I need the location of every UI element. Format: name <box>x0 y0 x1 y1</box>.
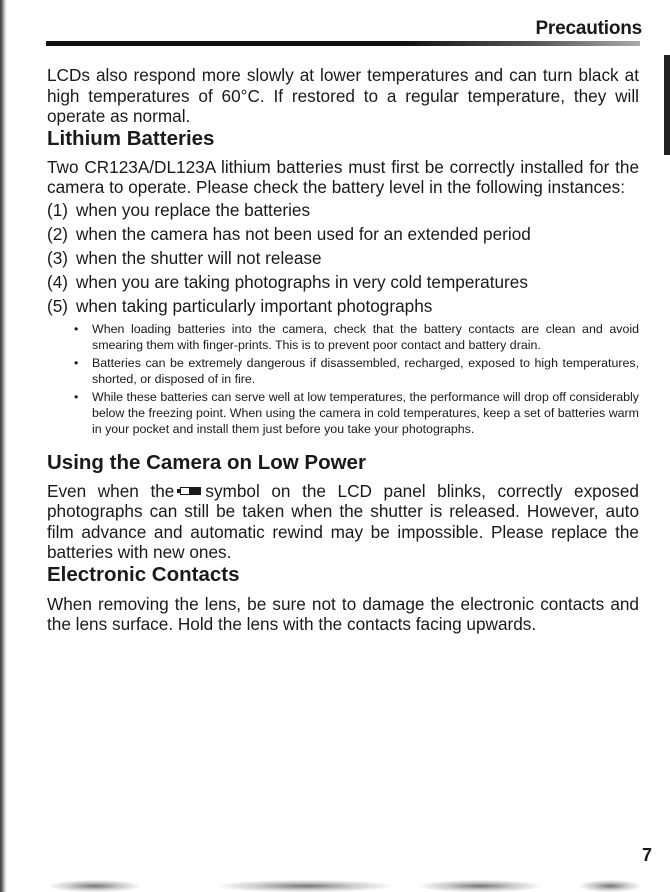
header-rule <box>46 41 640 46</box>
note-text: While these batteries can serve well at low temperatures, the performance will drop off considerably below the freezing point. When using the camera in cold temperatures, keep a set of batteries warm in your pocket and install them just before you take your photographs. <box>92 389 639 436</box>
list-item-text: when you are taking photographs in very cold temperatures <box>76 271 528 292</box>
note-item <box>47 321 639 353</box>
list-item <box>47 270 639 294</box>
list-item-text: when taking particularly important photographs <box>76 295 433 316</box>
scan-smudge <box>50 880 140 892</box>
note-item <box>47 389 639 437</box>
bullet-icon: • <box>74 389 79 404</box>
scan-smudge <box>220 880 390 892</box>
note-item <box>47 355 639 387</box>
battery-notes-list <box>47 321 639 437</box>
list-item-number: (1) <box>47 199 69 220</box>
page-content <box>47 65 639 635</box>
list-item-number: (4) <box>47 271 69 292</box>
list-item <box>47 198 639 222</box>
low-power-text-start: Even when the <box>47 480 175 501</box>
list-item-text: when the shutter will not release <box>76 247 322 268</box>
note-text: When loading batteries into the camera, check that the battery contacts are clean and avoid smearing them with finger-prints. This is to prevent poor contact and battery drain. <box>92 321 639 352</box>
list-item-text: when the camera has not been used for an extended period <box>76 223 531 244</box>
section-title: Precautions <box>535 18 642 39</box>
list-item-number: (5) <box>47 295 69 316</box>
list-item <box>47 246 639 270</box>
list-item <box>47 294 639 318</box>
bullet-icon: • <box>74 321 79 336</box>
bullet-icon: • <box>74 355 79 370</box>
note-text: Batteries can be extremely dangerous if disassembled, recharged, exposed to high temperatures, shorted, or disposed of in fire. <box>92 355 639 386</box>
electronic-contacts-paragraph: When removing the lens, be sure not to damage the electronic contacts and the lens surface. Hold the lens with the contacts facing upwards. <box>47 593 639 634</box>
list-item <box>47 222 639 246</box>
battery-icon <box>177 487 201 495</box>
battery-check-list <box>47 198 639 318</box>
page-number: 7 <box>641 845 652 865</box>
low-power-paragraph <box>47 481 639 563</box>
chapter-thumb-tab <box>664 55 670 155</box>
list-item-number: (3) <box>47 247 69 268</box>
low-power-text-end: symbol on the LCD panel blinks, correctly exposed photographs can still be taken when the shutter is released. However, auto film advance and automatic rewind may be impossible. Please replace the batteries with new ones. <box>47 480 639 562</box>
scan-page-edge <box>0 0 7 892</box>
scan-smudge <box>580 880 640 892</box>
lithium-batteries-paragraph: Two CR123A/DL123A lithium batteries must first be correctly installed for the camera to operate. Please check the battery level in the following instances: <box>47 156 639 197</box>
intro-paragraph: LCDs also respond more slowly at lower temperatures and can turn black at high temperatures of 60°C. If restored to a regular temperature, they will operate as normal. <box>47 65 639 126</box>
lithium-batteries-heading: Lithium Batteries <box>47 126 215 150</box>
scan-smudge <box>420 880 540 892</box>
list-item-text: when you replace the batteries <box>76 199 311 220</box>
list-item-number: (2) <box>47 223 69 244</box>
low-power-heading: Using the Camera on Low Power <box>47 450 366 474</box>
electronic-contacts-heading: Electronic Contacts <box>47 562 240 586</box>
